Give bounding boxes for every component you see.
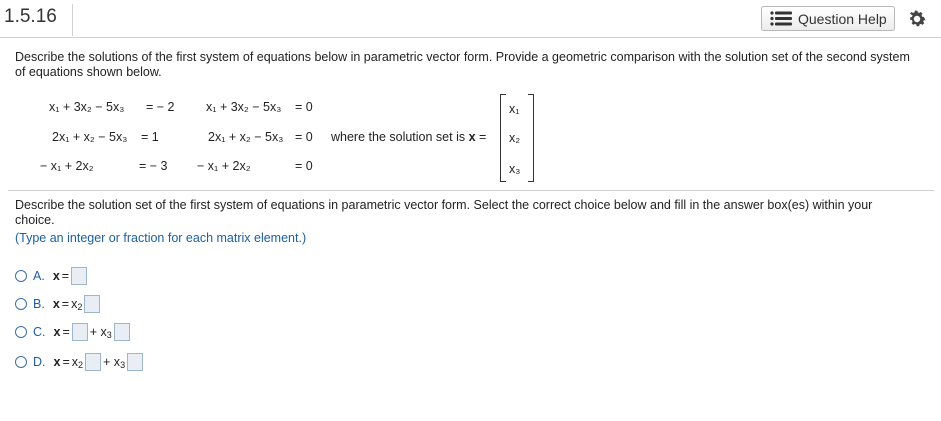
choice-d-answer-box-1[interactable] (85, 353, 101, 371)
choice-d-radio[interactable] (15, 356, 27, 368)
choice-c-radio[interactable] (15, 326, 27, 338)
choice-a[interactable]: A. x = (15, 266, 87, 286)
choice-a-x: x (52, 269, 60, 283)
system2-eq1-lhs: x₁ + 3x₂ − 5x₃ (206, 100, 282, 114)
gear-icon[interactable] (906, 8, 928, 30)
x-vector-symbol: x (468, 130, 476, 144)
choice-d-term: x (71, 355, 79, 369)
choice-b-term: x (71, 297, 78, 311)
system2-eq2-rhs: = 0 (295, 130, 313, 144)
system1-eq3-rhs: = − 3 (139, 159, 168, 173)
task-instructions: Describe the solution set of the first system of equations in parametric vector form. Select the correct choice below and fill in the answer box(es) within your choice. (15, 198, 873, 227)
system1-eq1-rhs: = − 2 (146, 100, 175, 114)
choice-b-letter: B. (33, 297, 45, 311)
vector-entry-1: x₁ (509, 102, 520, 116)
list-icon (770, 11, 792, 26)
section-divider (8, 190, 934, 191)
choice-d-x: x (53, 355, 61, 369)
choice-b-radio[interactable] (15, 298, 27, 310)
choice-c-answer-box-2[interactable] (114, 323, 130, 341)
question-header (0, 0, 941, 38)
question-number: 1.5.16 (4, 6, 57, 27)
solution-set-label: where the solution set is x = (331, 130, 487, 144)
system1-eq2-rhs: = 1 (141, 130, 159, 144)
question-help-label: Question Help (798, 10, 887, 27)
system1-eq1-lhs: x₁ + 3x₂ − 5x₃ (49, 100, 125, 114)
choice-c-x: x (53, 325, 61, 339)
choice-d-letter: D. (33, 355, 46, 369)
system2-eq3-rhs: = 0 (295, 159, 313, 173)
choice-d-answer-box-2[interactable] (127, 353, 143, 371)
question-help-button[interactable] (761, 6, 895, 31)
problem-statement: Describe the solutions of the first system of equations below in parametric vector form. Provide a geometric comparison with the solution set of the second system of equations shown below. (15, 50, 910, 79)
choice-c-letter: C. (33, 325, 46, 339)
choice-a-letter: A. (33, 269, 45, 283)
system2-eq2-lhs: 2x₁ + x₂ − 5x₃ (208, 130, 284, 144)
system2-eq3-lhs: − x₁ + 2x₂ (197, 159, 251, 173)
choice-d-plus-term: + x (103, 355, 121, 369)
choice-c-answer-box-1[interactable] (72, 323, 88, 341)
input-hint: (Type an integer or fraction for each matrix element.) (15, 231, 307, 245)
choice-c[interactable]: C. x = + x 3 (15, 322, 130, 342)
choice-b[interactable]: B. x = x 2 (15, 294, 100, 314)
system1-eq3-lhs: − x₁ + 2x₂ (40, 159, 94, 173)
choice-c-plus-term: + x (89, 325, 107, 339)
choice-a-answer-box[interactable] (71, 267, 87, 285)
choice-a-radio[interactable] (15, 270, 27, 282)
choice-b-x: x (52, 297, 60, 311)
choice-b-answer-box[interactable] (84, 295, 100, 313)
system2-eq1-rhs: = 0 (295, 100, 313, 114)
choice-d[interactable]: D. x = x 2 + x 3 (15, 352, 143, 372)
header-separator (72, 4, 73, 36)
vector-entry-3: x₃ (509, 162, 521, 176)
system1-eq2-lhs: 2x₁ + x₂ − 5x₃ (52, 130, 128, 144)
vector-entry-2: x₂ (509, 131, 521, 145)
